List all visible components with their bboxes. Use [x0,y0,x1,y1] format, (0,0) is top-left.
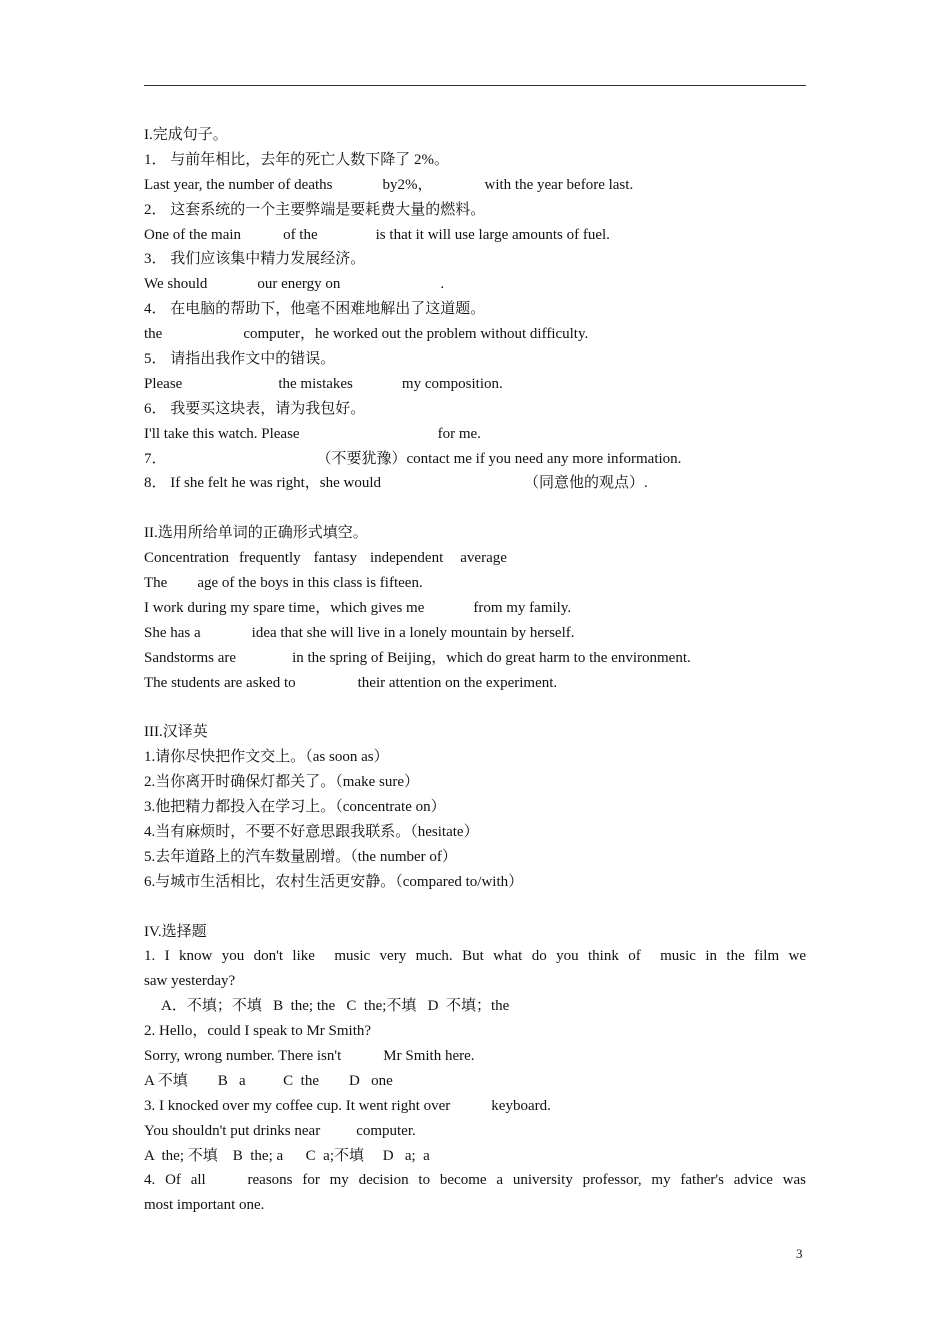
s4-q4-line1: 4. Of all reasons for my decision to become a university professor, my father's advice was [144,1172,806,1189]
word: frequently [238,550,301,567]
s4-q1-options: A．不填；不填 B the; the C the;不填 D 不填；the [161,998,510,1015]
s1-item8: 8． If she felt he was right，she would （同意他的观点）. [144,475,648,492]
s4-q2-line2: Sorry, wrong number. There isn't Mr Smith here. [144,1047,475,1064]
s2-sentence4: Sandstorms are in the spring of Beijing，which do great harm to the environment. [144,649,691,666]
s1-item5-cn: 5． 请指出我作文中的错误。 [144,351,336,368]
s4-q3-options: A the; 不填 B the; a C a;不填 D a; a [144,1147,430,1164]
s1-item4-en: the computer，he worked out the problem without difficulty. [144,326,589,343]
spacer [144,496,806,521]
s1-item2-en: One of the main of the is that it will use large amounts of fuel. [144,226,610,243]
word: independent [369,550,444,567]
s1-item5-en: Please the mistakes my composition. [144,375,503,392]
section2-heading: II.选用所给单词的正确形式填空。 [144,525,368,542]
s4-q1-line1: 1. I know you don't like music very much. But what do you think of music in the film we [144,948,807,965]
s4-q3-line2: You shouldn't put drinks near computer. [144,1122,416,1139]
s3-item5: 5.去年道路上的汽车数量剧增。（the number of） [144,848,457,865]
spacer [144,895,806,920]
s1-item6-cn: 6． 我要买这块表，请为我包好。 [144,400,366,417]
section1-heading: I.完成句子。 [144,127,228,143]
word: average [460,550,507,567]
s3-item3: 3.他把精力都投入在学习上。（concentrate on） [144,799,446,816]
s3-item2: 2.当你离开时确保灯都关了。（make sure） [144,774,419,791]
s4-q2-options: A 不填 B a C the D one [144,1072,393,1089]
s1-item1-cn: 1． 与前年相比，去年的死亡人数下降了 2%。 [144,151,449,168]
s1-item7: 7． （不要犹豫）contact me if you need any more information. [144,450,682,467]
page-number: 3 [796,1246,803,1261]
s1-item3-en: We should our energy on . [144,276,445,293]
spacer [144,695,806,720]
s4-q1-line2: saw yesterday? [144,973,236,990]
header-rule [144,85,806,86]
s2-sentence1: The age of the boys in this class is fifteen. [144,575,423,592]
s1-item3-cn: 3． 我们应该集中精力发展经济。 [144,251,366,268]
word: fantasy [313,550,357,567]
section3-heading: III.汉译英 [144,724,208,741]
s2-sentence2: I work during my spare time，which gives me from my family. [144,599,572,616]
s1-item2-cn: 2． 这套系统的一个主要弊端是要耗费大量的燃料。 [144,201,486,218]
s4-q3-line1: 3. I knocked over my coffee cup. It went right over keyboard. [144,1097,551,1114]
s4-q4-line2: most important one. [144,1197,265,1214]
s3-item4: 4.当有麻烦时，不要不好意思跟我联系。（hesitate） [144,823,479,840]
s2-sentence5: The students are asked to their attention on the experiment. [144,674,558,691]
s1-item1-en: Last year, the number of deaths by2%， with the year before last. [144,176,634,193]
word: Concentration [144,550,229,567]
word-bank [144,546,806,571]
s4-q2-line1: 2. Hello，could I speak to Mr Smith? [144,1023,372,1040]
s1-item6-en: I'll take this watch. Please for me. [144,425,481,442]
s3-item6: 6.与城市生活相比，农村生活更安静。（compared to/with） [144,873,524,890]
s2-sentence3: She has a idea that she will live in a lonely mountain by herself. [144,624,575,641]
section4-heading: IV.选择题 [144,923,207,940]
s3-item1: 1.请你尽快把作文交上。（as soon as） [144,749,389,766]
worksheet [144,123,806,1218]
s1-item4-cn: 4． 在电脑的帮助下，他毫不困难地解出了这道题。 [144,301,486,318]
